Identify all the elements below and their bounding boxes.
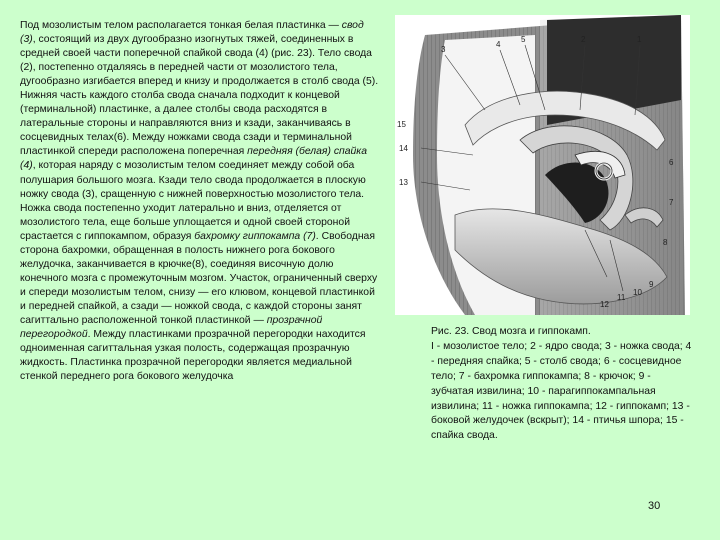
label-6: 6 <box>669 158 674 167</box>
label-2: 2 <box>581 35 586 44</box>
label-3: 3 <box>441 45 446 54</box>
label-4: 4 <box>496 40 501 49</box>
label-11: 11 <box>617 293 626 302</box>
brain-fornix-illustration <box>395 15 690 315</box>
label-13: 13 <box>399 178 408 187</box>
caption-title: Рис. 23. Свод мозга и гиппокамп. <box>431 326 591 337</box>
label-7: 7 <box>669 198 674 207</box>
label-12: 12 <box>600 300 609 309</box>
label-5: 5 <box>521 35 526 44</box>
caption-legend: I - мозолистое тело; 2 - ядро свода; 3 - ножка свода; 4 - передняя спайка; 5 - столб свода; 6 - сосцевидное тело; 7 - бахромка гиппокампа; 8 - крючок; 9 - зубчатая извилина; 10 - парагиппокампальная извилина; 11 - ножка гиппокампа; 12 - гиппокамп; 13 - боковой желудочек (вскрыт); 14 - птичья шпора; 15 - спайка свода. <box>431 340 692 442</box>
main-paragraph: Под мозолистым телом располагается тонкая белая пластинка — свод (3), состоящий из двух дугообразно изогнутых тяжей, соединенных в средней своей части поперечной спайкой свода (4) (рис. 23). Тело свода (2), постепенно отдаляясь в передней части от мозолистого тела, дугообразно изгибается вперед и книзу и продолжается в столб свода (5). Нижняя часть каждого столба свода сначала подходит к концевой (терминальной) пластинке, а далее столбы свода расходятся в латеральные стороны и направляются вниз и кзади, заканчиваясь в сосцевидных телах(6). Между ножками свода сзади и терминальной пластинкой спереди расположена поперечная передняя (белая) спайка (4), которая наряду с мозолистым телом соединяет между собой оба полушария большого мозга. Кзади тело свода продолжается в плоскую ножку свода (3), сращенную с нижней поверхностью мозолистого тела. Ножка свода постепенно уходит латерально и вниз, отделяется от мозолистого тела, еще больше уплощается и одной своей стороной срастается с гиппокампом, образуя бахромку гиппокампа (7). Свободная сторона бахромки, обращенная в полость нижнего рога бокового желудочка, заканчивается в крючке(8), соединяя височную долю конечного мозга с промежуточным мозгом. Участок, ограниченный сверху и спереди мозолистым телом, снизу — его клювом, концевой пластинкой и передней спайкой, а сзади — ножкой свода, с каждой стороны занят сагиттально расположенной тонкой пластинкой — прозрачной перегородкой. Между пластинками прозрачной перегородки находится одноименная сагиттальная узкая полость, содержащая прозрачную жидкость. Пластинка прозрачной перегородки является медиальной стенкой переднего рога бокового желудочка <box>20 20 379 383</box>
label-8: 8 <box>663 238 668 247</box>
label-10: 10 <box>633 288 642 297</box>
label-1: 1 <box>637 35 642 44</box>
brain-drawing <box>395 15 690 315</box>
main-text <box>20 19 382 384</box>
label-15: 15 <box>397 120 406 129</box>
label-9: 9 <box>649 280 654 289</box>
page-number: 30 <box>648 500 661 512</box>
label-14: 14 <box>399 144 408 153</box>
figure-caption <box>431 325 693 444</box>
